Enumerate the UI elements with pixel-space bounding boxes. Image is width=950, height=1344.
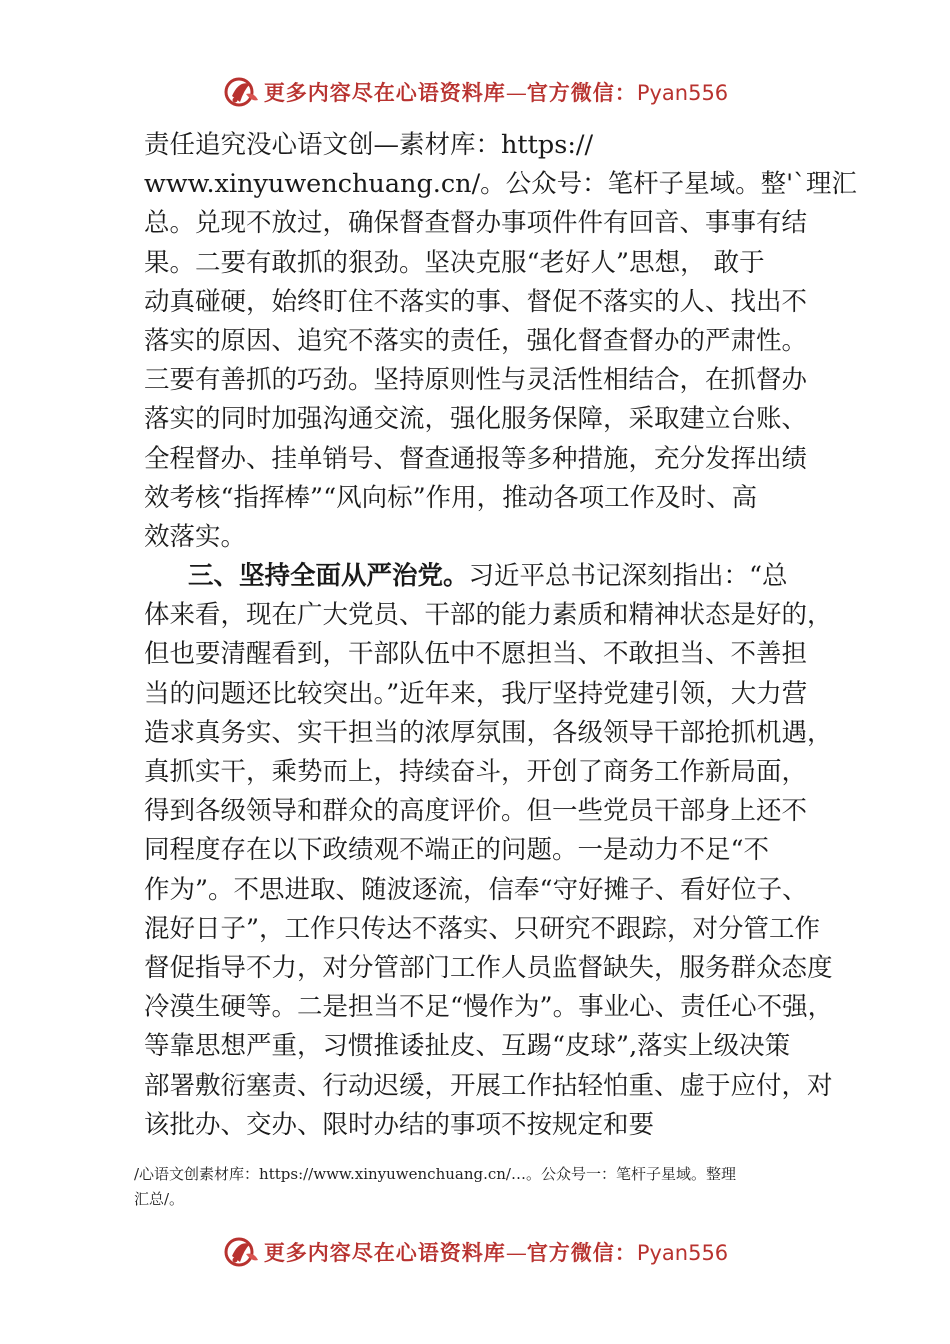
paragraph-1 [144, 126, 857, 557]
text-line: 效考核“指挥棒”“风向标”作用，推动各项工作及时、高 [144, 482, 758, 513]
document-body [144, 126, 857, 1145]
text-line: 同程度存在以下政绩观不端正的问题。一是动力不足“不 [144, 835, 770, 866]
banner-main: 更多内容尽在心语资料库 [263, 80, 506, 105]
text-line: 真抓实干，乘势而上，持续奋斗，开创了商务工作新局面， [144, 757, 808, 787]
text-line: 部署敷衍塞责、行动迟缓，开展工作拈轻怕重、虚于应付，对 [144, 1070, 833, 1101]
text-line: 效落实。 [144, 521, 247, 552]
text-line: 当的问题还比较突出。”近年来，我厅坚持党建引领，大力营 [144, 678, 808, 709]
text-line: 但也要清醒看到，干部队伍中不愿担当、不敢担当、不善担 [144, 639, 808, 670]
text-line: 动真碰硬，始终盯住不落实的事、督促不落实的人、找出不 [144, 286, 808, 317]
banner-separator: — [505, 1241, 527, 1265]
section-heading: 三、坚持全面从严治党。 [188, 561, 469, 592]
text-line: 得到各级领导和群众的高度评价。但一些党员干部身上还不 [144, 796, 808, 827]
xinyu-logo-icon [222, 72, 262, 112]
text-line: 混好日子”，工作只传达不落实、只研究不跟踪，对分管工作 [144, 913, 821, 944]
text-line: 三要有善抓的巧劲。坚持原则性与灵活性相结合，在抓督办 [144, 365, 808, 396]
text-line: 造求真务实、实干担当的浓厚氛围，各级领导干部抢抓机遇， [144, 717, 833, 748]
banner-main: 更多内容尽在心语资料库 [263, 1240, 506, 1265]
text-line: 落实的原因、追究不落实的责任，强化督查督办的严肃性。 [144, 325, 808, 356]
header-banner [0, 72, 950, 112]
footer-banner [0, 1232, 950, 1272]
text-line: www.xinyuwenchuang.cn/。公众号：笔杆子星域。整'`理汇 [144, 169, 857, 200]
text-line: 落实的同时加强沟通交流，强化服务保障，采取建立台账、 [144, 404, 808, 435]
banner-text [264, 1237, 728, 1267]
banner-wechat-label: 官方微信： [526, 1240, 637, 1265]
text-line: 体来看，现在广大党员、干部的能力素质和精神状态是好的， [144, 600, 833, 631]
footnote-line: 汇总/。 [134, 1190, 185, 1208]
text-run: 习近平总书记深刻指出：“总 [468, 561, 788, 592]
text-line: 该批办、交办、限时办结的事项不按规定和要 [144, 1109, 655, 1140]
footnote-line: /心语文创素材库：https://www.xinyuwenchuang.cn/…。公众号一：笔杆子星域。整理 [134, 1165, 736, 1183]
banner-wechat-id: Pyan556 [636, 81, 729, 105]
text-line [144, 557, 834, 596]
banner-wechat-label: 官方微信： [526, 80, 637, 105]
text-line: 等靠思想严重，习惯推诿扯皮、互踢“皮球”,落实上级决策 [144, 1031, 791, 1062]
banner-text [264, 77, 728, 107]
text-line: 果。二要有敢抓的狠劲。坚决克服“老好人”思想， 敢于 [144, 247, 765, 278]
text-line: 冷漠生硬等。二是担当不足“慢作为”。事业心、责任心不强， [144, 992, 834, 1023]
text-line: 督促指导不力，对分管部门工作人员监督缺失，服务群众态度 [144, 952, 833, 983]
text-line: 总。兑现不放过，确保督查督办事项件件有回音、事事有结 [144, 208, 808, 239]
banner-wechat-id: Pyan556 [636, 1241, 729, 1265]
paragraph-2 [144, 557, 834, 1145]
xinyu-logo-icon [222, 1232, 262, 1272]
footnote [134, 1162, 834, 1212]
text-line: 全程督办、挂单销号、督查通报等多种措施，充分发挥出绩 [144, 443, 808, 474]
text-line: 作为”。不思进取、随波逐流，信奉“守好摊子、看好位子、 [144, 874, 808, 905]
banner-separator: — [505, 81, 527, 105]
text-line: 责任追究没心语文创—素材库：https:// [144, 130, 594, 160]
